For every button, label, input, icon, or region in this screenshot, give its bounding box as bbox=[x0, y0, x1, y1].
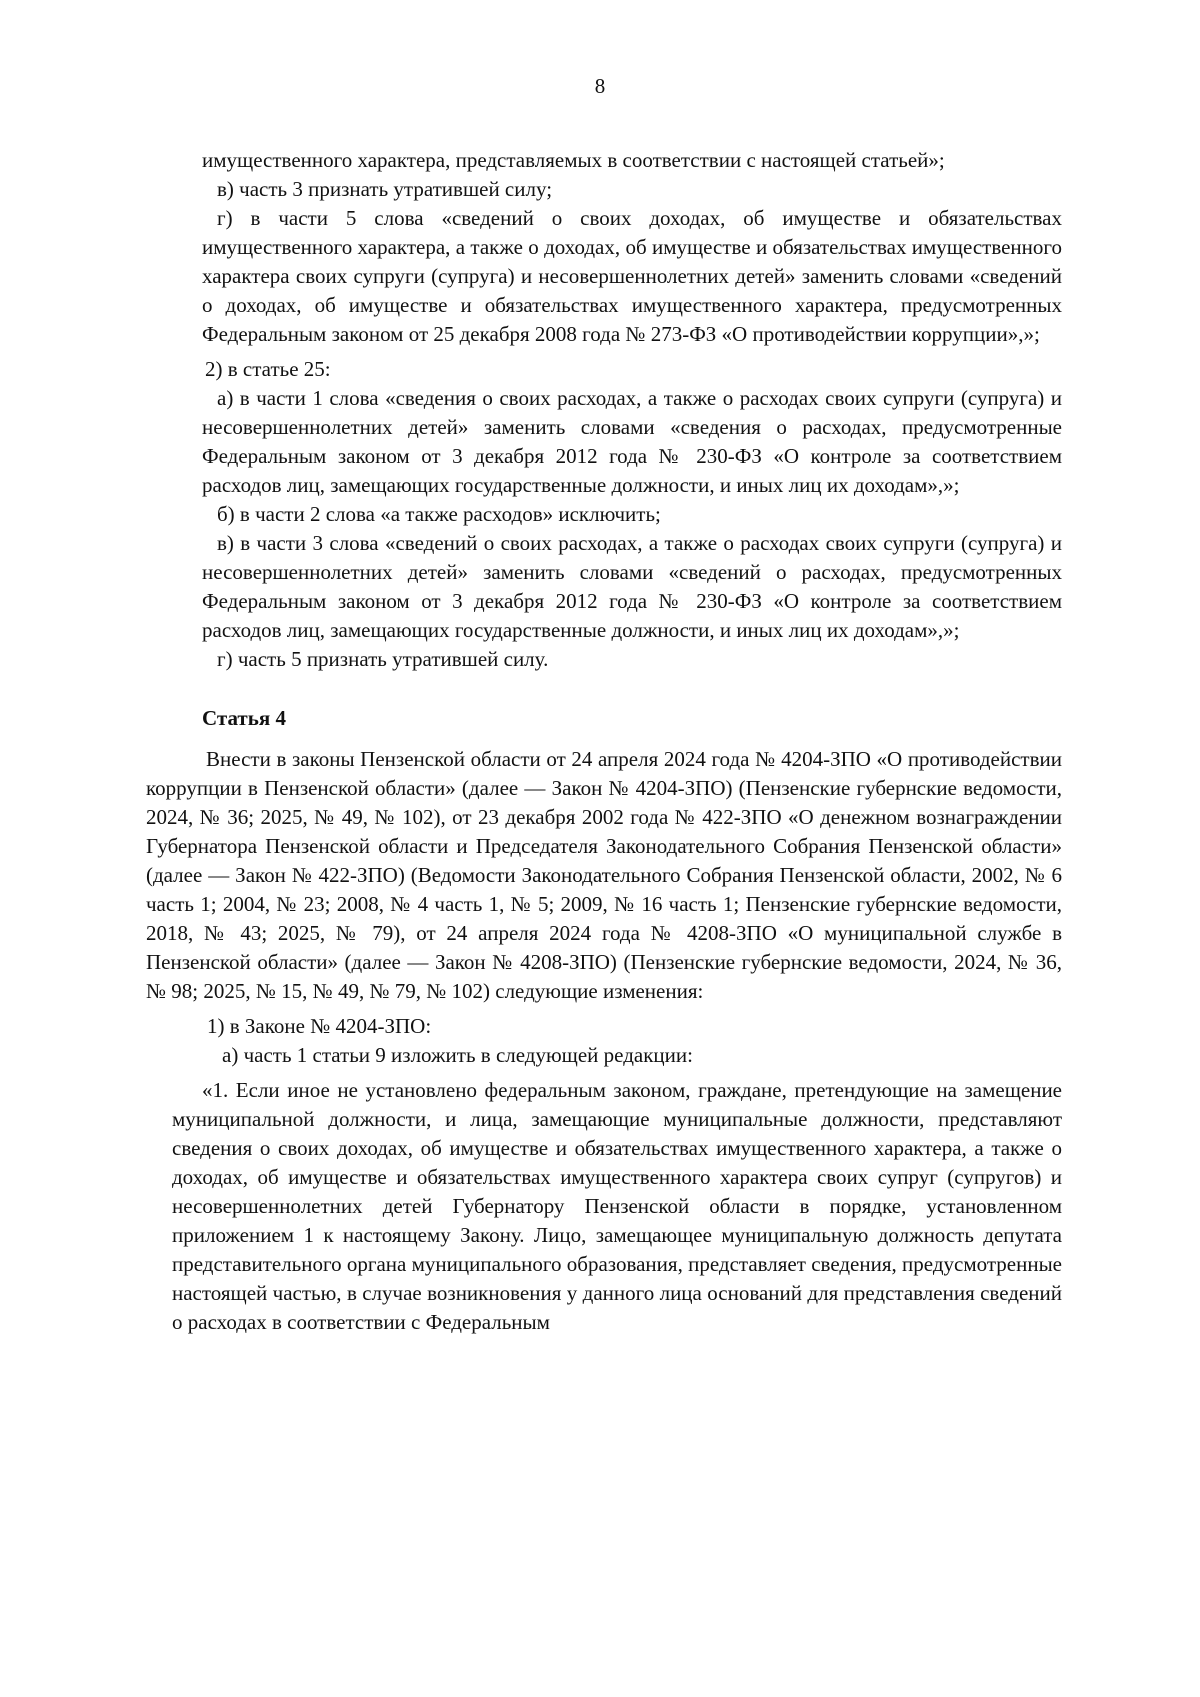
article-heading: Статья 4 bbox=[202, 706, 286, 730]
paragraph-item-v: в) часть 3 признать утратившей силу; bbox=[217, 177, 553, 201]
paragraph-item-g: г) в части 5 слова «сведений о своих доходах, об имуществе и обязательствах имущественного характера, а также о доходах, об имуществе и обязательствах имущественного характера своих супруги (супруга) и несовершеннолетних детей» заменить словами «сведений о доходах, об имуществе и обязательствах имущественного характера, предусмотренных Федеральным законом от 25 декабря 2008 года № 273-ФЗ «О противодействии коррупции»,»; bbox=[202, 206, 1062, 346]
page-number: 8 bbox=[594, 74, 606, 98]
paragraph-item-1: 1) в Законе № 4204-ЗПО: bbox=[207, 1014, 432, 1038]
paragraph-item-b: б) в части 2 слова «а также расходов» исключить; bbox=[217, 502, 661, 526]
paragraph-item-a: а) в части 1 слова «сведения о своих расходах, а также о расходах своих супруги (супруга) и несовершеннолетних детей» заменить словами «сведения о расходах, предусмотренные Федеральным законом от 3 декабря 2012 года № 230-ФЗ «О контроле за соответствием расходов лиц, замещающих государственные должности, и иных лиц их доходам»,»; bbox=[202, 386, 1062, 497]
paragraph-item-g2: г) часть 5 признать утратившей силу. bbox=[217, 647, 549, 671]
paragraph-item-2: 2) в статье 25: bbox=[205, 357, 331, 381]
paragraph-continuation: имущественного характера, представляемых в соответствии с настоящей статьей»; bbox=[202, 148, 945, 172]
paragraph-item-v2: в) в части 3 слова «сведений о своих расходах, а также о расходах своих супруги (супруга) и несовершеннолетних детей» заменить словами «сведений о расходах, предусмотренных Федеральным законом от 3 декабря 2012 года № 230-ФЗ «О контроле за соответствием расходов лиц, замещающих государственные должности, и иных лиц их доходам»,»; bbox=[202, 531, 1062, 642]
quoted-paragraph: «1. Если иное не установлено федеральным законом, граждане, претендующие на замещение муниципальной должности, и лица, замещающие муниципальные должности, представляют сведения о своих доходах, об имуществе и обязательствах имущественного характера, а также о доходах, об имуществе и обязательствах имущественного характера своих супруг (супругов) и несовершеннолетних детей Губернатору Пензенской области в порядке, установленном приложением 1 к настоящему Закону. Лицо, замещающее муниципальную должность депутата представительного органа муниципального образования, представляет сведения, предусмотренные настоящей частью, в случае возникновения у данного лица оснований для представления сведений о расходах в соответствии с Федеральным bbox=[172, 1078, 1062, 1334]
paragraph-subitem-a: а) часть 1 статьи 9 изложить в следующей редакции: bbox=[222, 1043, 693, 1067]
document-body bbox=[142, 146, 1062, 1337]
article-paragraph: Внести в законы Пензенской области от 24 апреля 2024 года № 4204-ЗПО «О противодействии коррупции в Пензенской области» (далее — Закон № 4204-ЗПО) (Пензенские губернские ведомости, 2024, № 36; 2025, № 49, № 102), от 23 декабря 2002 года № 422-ЗПО «О денежном вознаграждении Губернатора Пензенской области и Председателя Законодательного Собрания Пензенской области» (далее — Закон № 422-ЗПО) (Ведомости Законодательного Собрания Пензенской области, 2002, № 6 часть 1; 2004, № 23; 2008, № 4 часть 1, № 5; 2009, № 16 часть 1; Пензенские губернские ведомости, 2018, № 43; 2025, № 79), от 24 апреля 2024 года № 4208-ЗПО «О муниципальной службе в Пензенской области» (далее — Закон № 4208-ЗПО) (Пензенские губернские ведомости, 2024, № 36, № 98; 2025, № 15, № 49, № 79, № 102) следующие изменения: bbox=[146, 747, 1062, 1003]
